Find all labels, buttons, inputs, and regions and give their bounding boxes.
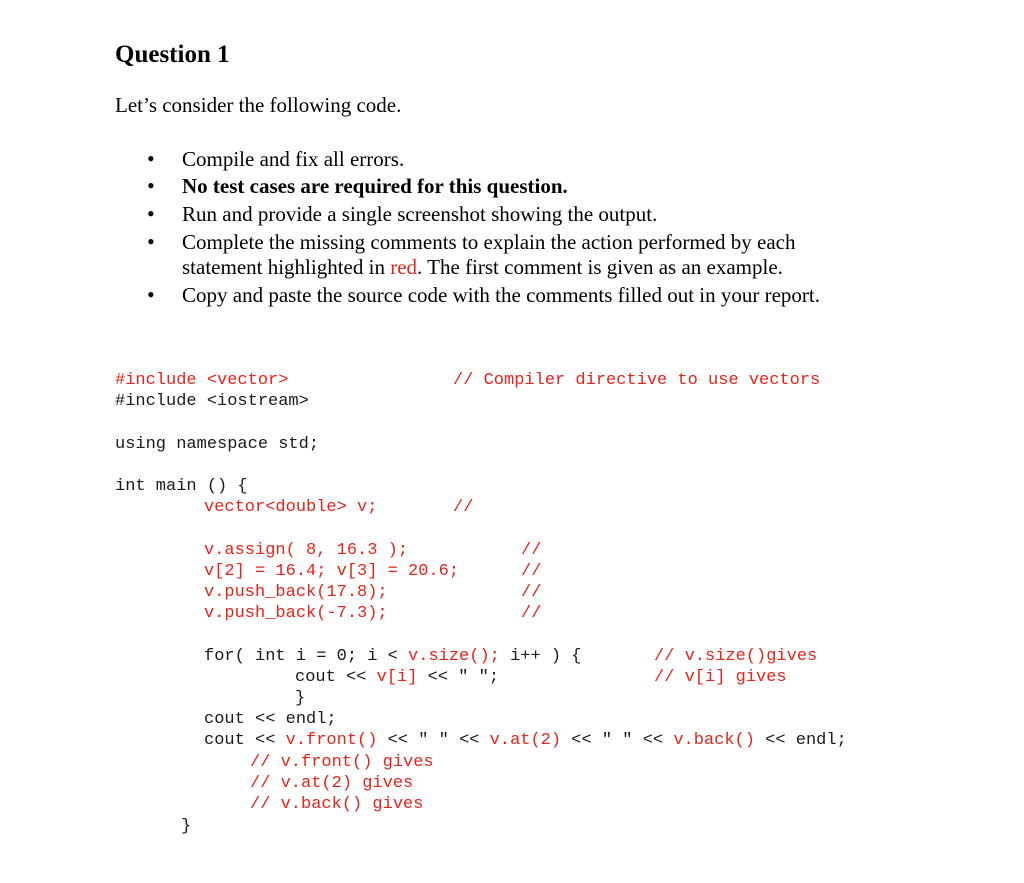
code-comment: // v[i] gives	[654, 668, 787, 687]
code-line-close-main: }	[181, 817, 192, 836]
code-comment: //	[521, 541, 542, 560]
bullet-dot-icon: •	[147, 146, 155, 171]
code-line-cout-vi	[295, 667, 499, 688]
code-token: cout <<	[295, 668, 377, 687]
code-token-highlight: v[i]	[376, 668, 418, 687]
code-line-close-brace: }	[295, 689, 306, 708]
instruction-red-word: red	[390, 255, 418, 279]
code-token-highlight: v.back()	[673, 731, 755, 750]
code-line-vector-decl: vector<double> v;	[204, 498, 378, 517]
code-token: << " ";	[417, 668, 500, 687]
code-line-main: int main () {	[115, 477, 248, 496]
instruction-item: Complete the missing comments to explain the action performed by each	[182, 230, 796, 254]
instruction-item: Copy and paste the source code with the comments filled out in your report.	[182, 283, 821, 307]
code-line-for	[204, 646, 582, 667]
instruction-item: Compile and fix all errors.	[182, 147, 405, 171]
code-line-cout-front	[204, 730, 847, 751]
code-comment: //	[521, 562, 542, 581]
bullet-dot-icon: •	[147, 229, 155, 254]
code-token-highlight: v.at(2)	[489, 731, 562, 750]
bullet-dot-icon: •	[147, 201, 155, 226]
code-line-include-vector: #include <vector>	[115, 371, 289, 390]
code-line-index-assign: v[2] = 16.4; v[3] = 20.6;	[204, 562, 460, 581]
code-line-endl: cout << endl;	[204, 710, 337, 729]
code-comment: // v.back() gives	[250, 795, 424, 814]
code-comment: // Compiler directive to use vectors	[453, 371, 821, 390]
code-token: for( int i = 0; i <	[204, 647, 409, 666]
code-comment: // v.at(2) gives	[250, 774, 414, 793]
code-comment: //	[521, 583, 542, 602]
bullet-dot-icon: •	[147, 282, 155, 307]
bullet-dot-icon: •	[147, 173, 155, 198]
code-line-push-back: v.push_back(17.8);	[204, 583, 388, 602]
code-token: cout <<	[204, 731, 286, 750]
code-line-using: using namespace std;	[115, 435, 320, 454]
code-token-highlight: v.front()	[285, 731, 378, 750]
code-line-include-iostream: #include <iostream>	[115, 392, 309, 411]
question-title: Question 1	[115, 41, 230, 68]
code-token: << " " <<	[561, 731, 674, 750]
instruction-text: statement highlighted in	[182, 255, 391, 279]
code-comment: //	[521, 604, 542, 623]
code-token: << " " <<	[377, 731, 490, 750]
intro-text: Let’s consider the following code.	[115, 93, 402, 117]
code-token: i++ ) {	[499, 647, 582, 666]
instruction-item: Run and provide a single screenshot showing the output.	[182, 202, 658, 226]
code-line-push-back: v.push_back(-7.3);	[204, 604, 388, 623]
code-comment: // v.front() gives	[250, 753, 434, 772]
instruction-text: . The first comment is given as an example.	[417, 255, 783, 279]
code-comment: //	[453, 498, 474, 517]
code-token: << endl;	[754, 731, 847, 750]
code-line-assign: v.assign( 8, 16.3 );	[204, 541, 409, 560]
code-token-highlight: v.size();	[408, 647, 500, 666]
instruction-item-continued	[182, 254, 783, 280]
instruction-item: No test cases are required for this question.	[182, 174, 568, 198]
code-comment: // v.size()gives	[654, 647, 818, 666]
